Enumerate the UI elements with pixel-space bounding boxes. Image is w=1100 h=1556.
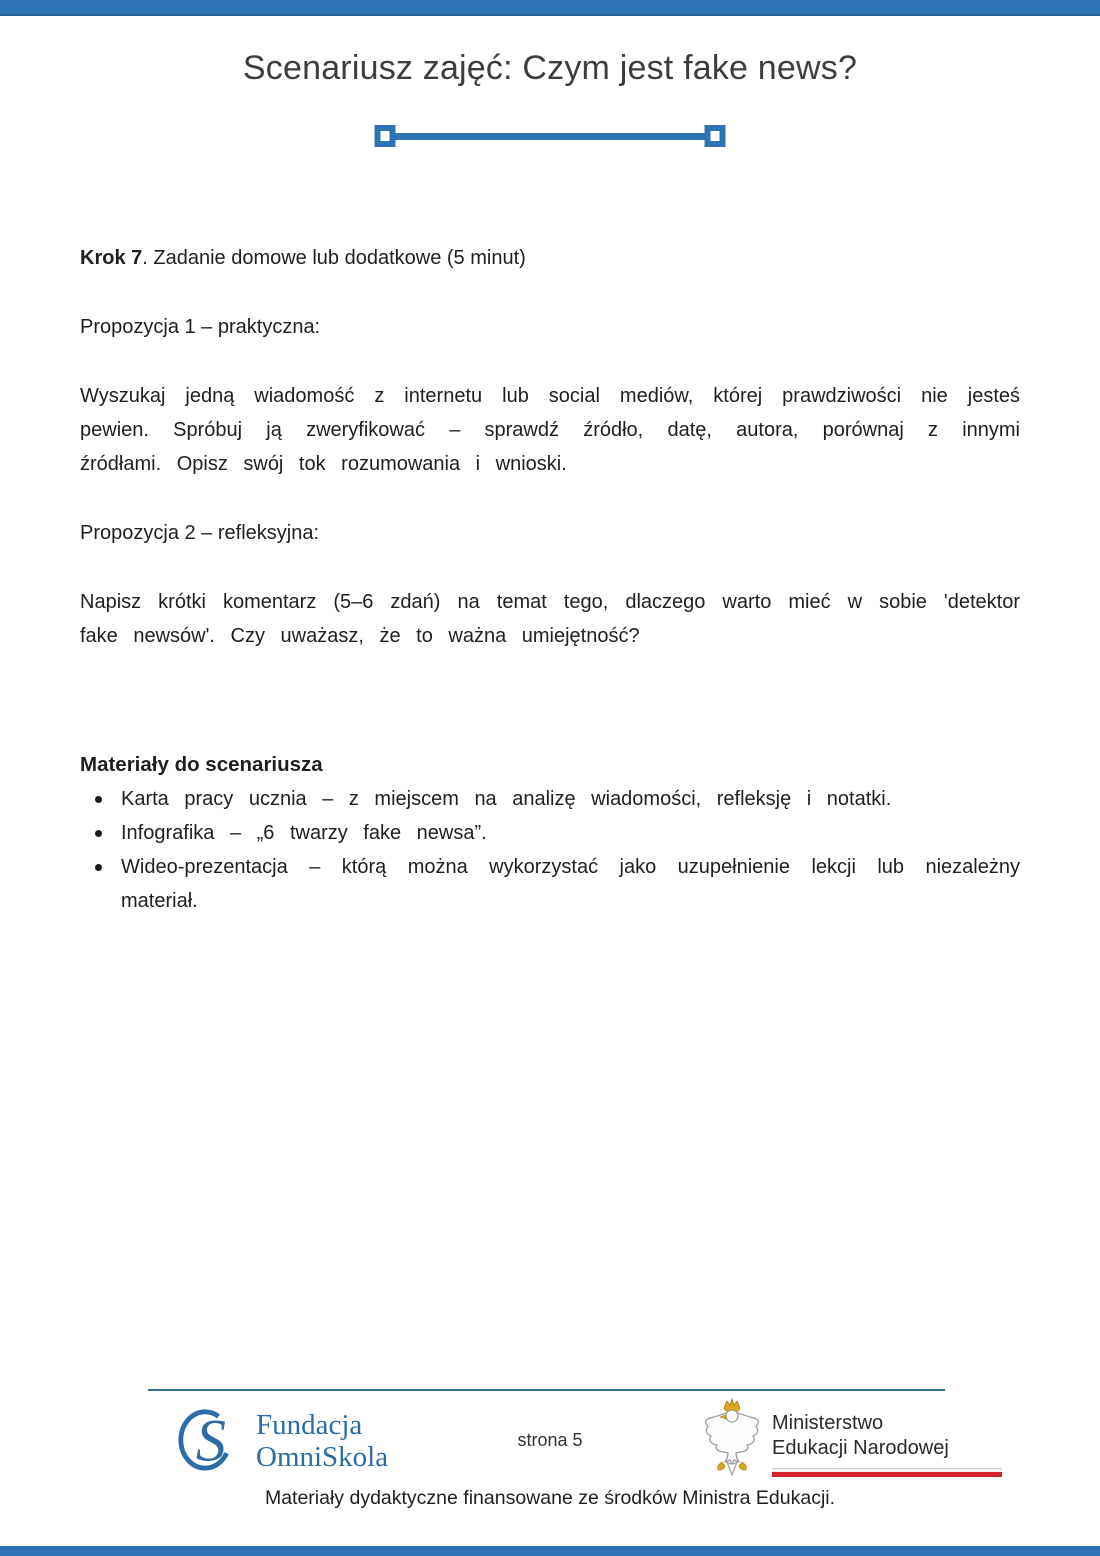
step-heading bbox=[80, 241, 1020, 275]
list-item: Karta pracy ucznia – z miejscem na analizę wiadomości, refleksję i notatki. bbox=[80, 782, 1020, 816]
ministry-name bbox=[772, 1412, 949, 1459]
ministry-name-line1: Ministerstwo bbox=[772, 1412, 884, 1434]
ministry-name-block bbox=[772, 1398, 1002, 1477]
list-item: Wideo-prezentacja – którą można wykorzystać jako uzupełnienie lekcji lub niezależny materiał. bbox=[80, 850, 1020, 918]
bottom-accent-bar bbox=[0, 1546, 1100, 1556]
svg-text:S: S bbox=[195, 1407, 227, 1475]
list-item: Infografika – „6 twarzy fake newsa”. bbox=[80, 816, 1020, 850]
divider-square-left-icon bbox=[375, 125, 396, 147]
funding-note: Materiały dydaktyczne finansowane ze środków Ministra Edukacji. bbox=[264, 1487, 836, 1509]
top-accent-bar bbox=[0, 0, 1100, 16]
page-title: Scenariusz zajęć: Czym jest fake news? bbox=[242, 49, 858, 87]
foundation-name-line1: Fundacja bbox=[256, 1408, 363, 1441]
ministry-name-line2: Edukacji Narodowej bbox=[772, 1437, 949, 1459]
proposal1-label: Propozycja 1 – praktyczna: bbox=[80, 316, 321, 338]
ministry-logo bbox=[702, 1398, 1002, 1485]
step-heading-text: . Zadanie domowe lub dodatkowe (5 minut) bbox=[142, 247, 526, 269]
poland-flag-bar-icon bbox=[772, 1468, 1002, 1477]
page-number: strona 5 bbox=[517, 1430, 583, 1450]
proposal1-paragraph: Wyszukaj jedną wiadomość z internetu lub social mediów, której prawdziwości nie jesteś pewien. Spróbuj ją zweryfikować – sprawdź źródło, datę, autora, porównaj z innymi źródłami. Opisz swój tok rozumowania i wnioski. bbox=[80, 385, 1020, 475]
body-content bbox=[80, 241, 1020, 918]
title-divider bbox=[375, 125, 726, 147]
divider-line bbox=[396, 133, 705, 140]
materials-heading: Materiały do scenariusza bbox=[80, 753, 323, 776]
footer-divider-line bbox=[148, 1389, 945, 1391]
divider-square-right-icon bbox=[705, 125, 726, 147]
foundation-name-line2: OmniSkola bbox=[256, 1440, 389, 1473]
proposal2-label: Propozycja 2 – refleksyjna: bbox=[80, 522, 320, 544]
polish-eagle-icon bbox=[702, 1398, 762, 1485]
materials-list bbox=[80, 782, 1020, 918]
step-heading-number: Krok 7 bbox=[80, 247, 143, 269]
proposal2-paragraph: Napisz krótki komentarz (5–6 zdań) na temat tego, dlaczego warto mieć w sobie 'detektor fake newsów'. Czy uważasz, że to ważna umiejętność? bbox=[80, 591, 1020, 647]
